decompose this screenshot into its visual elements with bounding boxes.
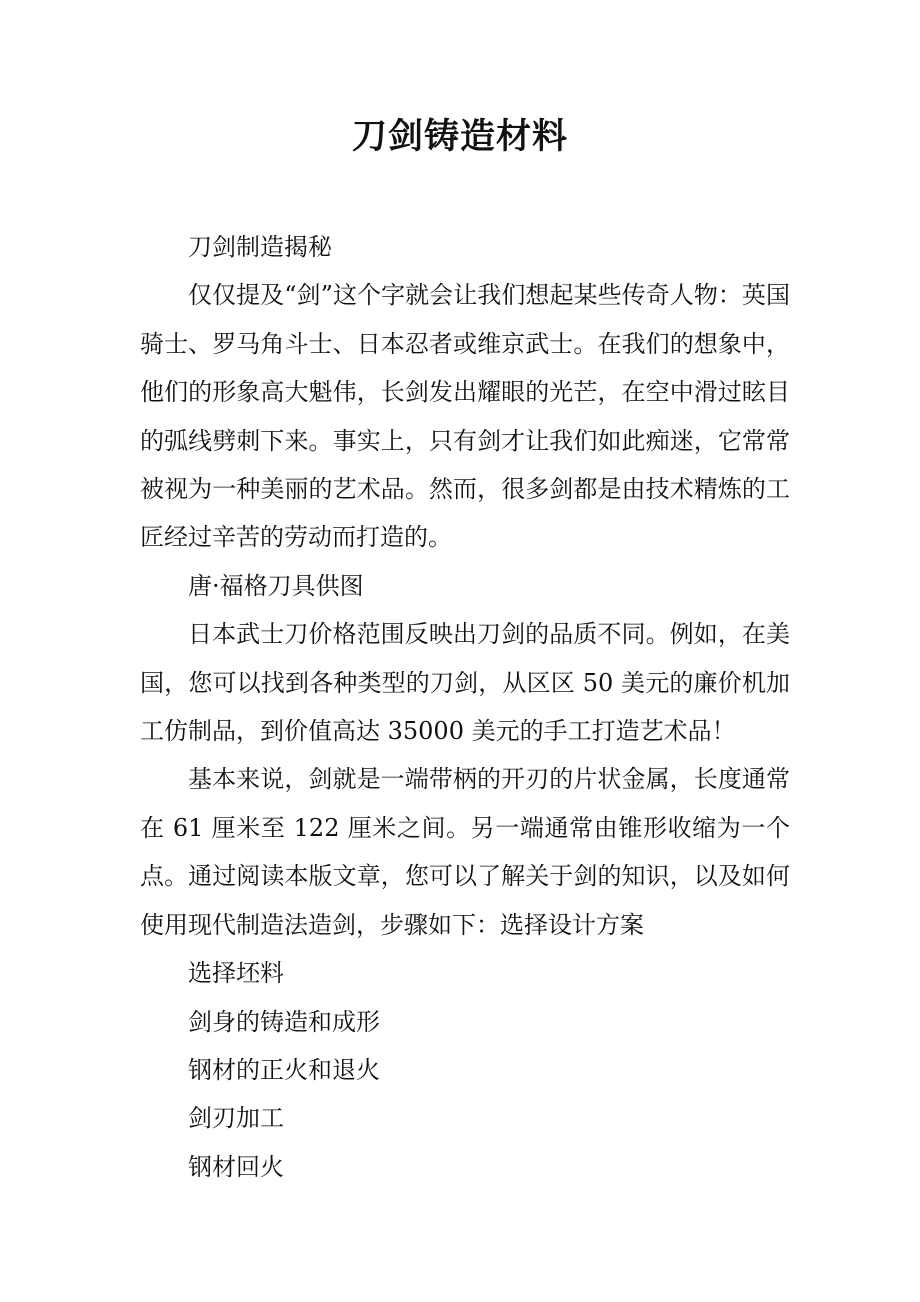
step-item: 剑刃加工 xyxy=(188,1104,284,1133)
section-heading: 刀剑制造揭秘 xyxy=(188,233,332,261)
price-paragraph: 日本武士刀价格范围反映出刀剑的品质不同。例如，在美国，您可以找到各种类型的刀剑，从区区 50 美元的廉价机加工仿制品，到价值高达 35000 美元的手工打造艺术品！ xyxy=(140,620,790,746)
definition-paragraph: 基本来说，剑就是一端带柄的开刃的片状金属，长度通常在 61 厘米至 122 厘米之间。另一端通常由锥形收缩为一个点。通过阅读本版文章，您可以了解关于剑的知识，以及如何使用现代制造法造剑，步骤如下：选择设计方案 xyxy=(140,765,790,939)
intro-paragraph: 仅仅提及“剑”这个字就会让我们想起某些传奇人物：英国骑士、罗马角斗士、日本忍者或维京武士。在我们的想象中，他们的形象高大魁伟，长剑发出耀眼的光芒，在空中滑过眩目的弧线劈刺下来。事实上，只有剑才让我们如此痴迷，它常常被视为一种美丽的艺术品。然而，很多剑都是由技术精炼的工匠经过辛苦的劳动而打造的。 xyxy=(140,281,790,552)
step-item: 钢材回火 xyxy=(188,1152,284,1181)
step-item: 钢材的正火和退火 xyxy=(188,1055,380,1084)
document-title: 刀剑铸造材料 xyxy=(351,116,568,157)
image-credit: 唐·福格刀具供图 xyxy=(188,571,364,600)
document-body xyxy=(140,223,790,1191)
step-item: 选择坯料 xyxy=(188,959,284,988)
step-item: 剑身的铸造和成形 xyxy=(188,1007,380,1036)
